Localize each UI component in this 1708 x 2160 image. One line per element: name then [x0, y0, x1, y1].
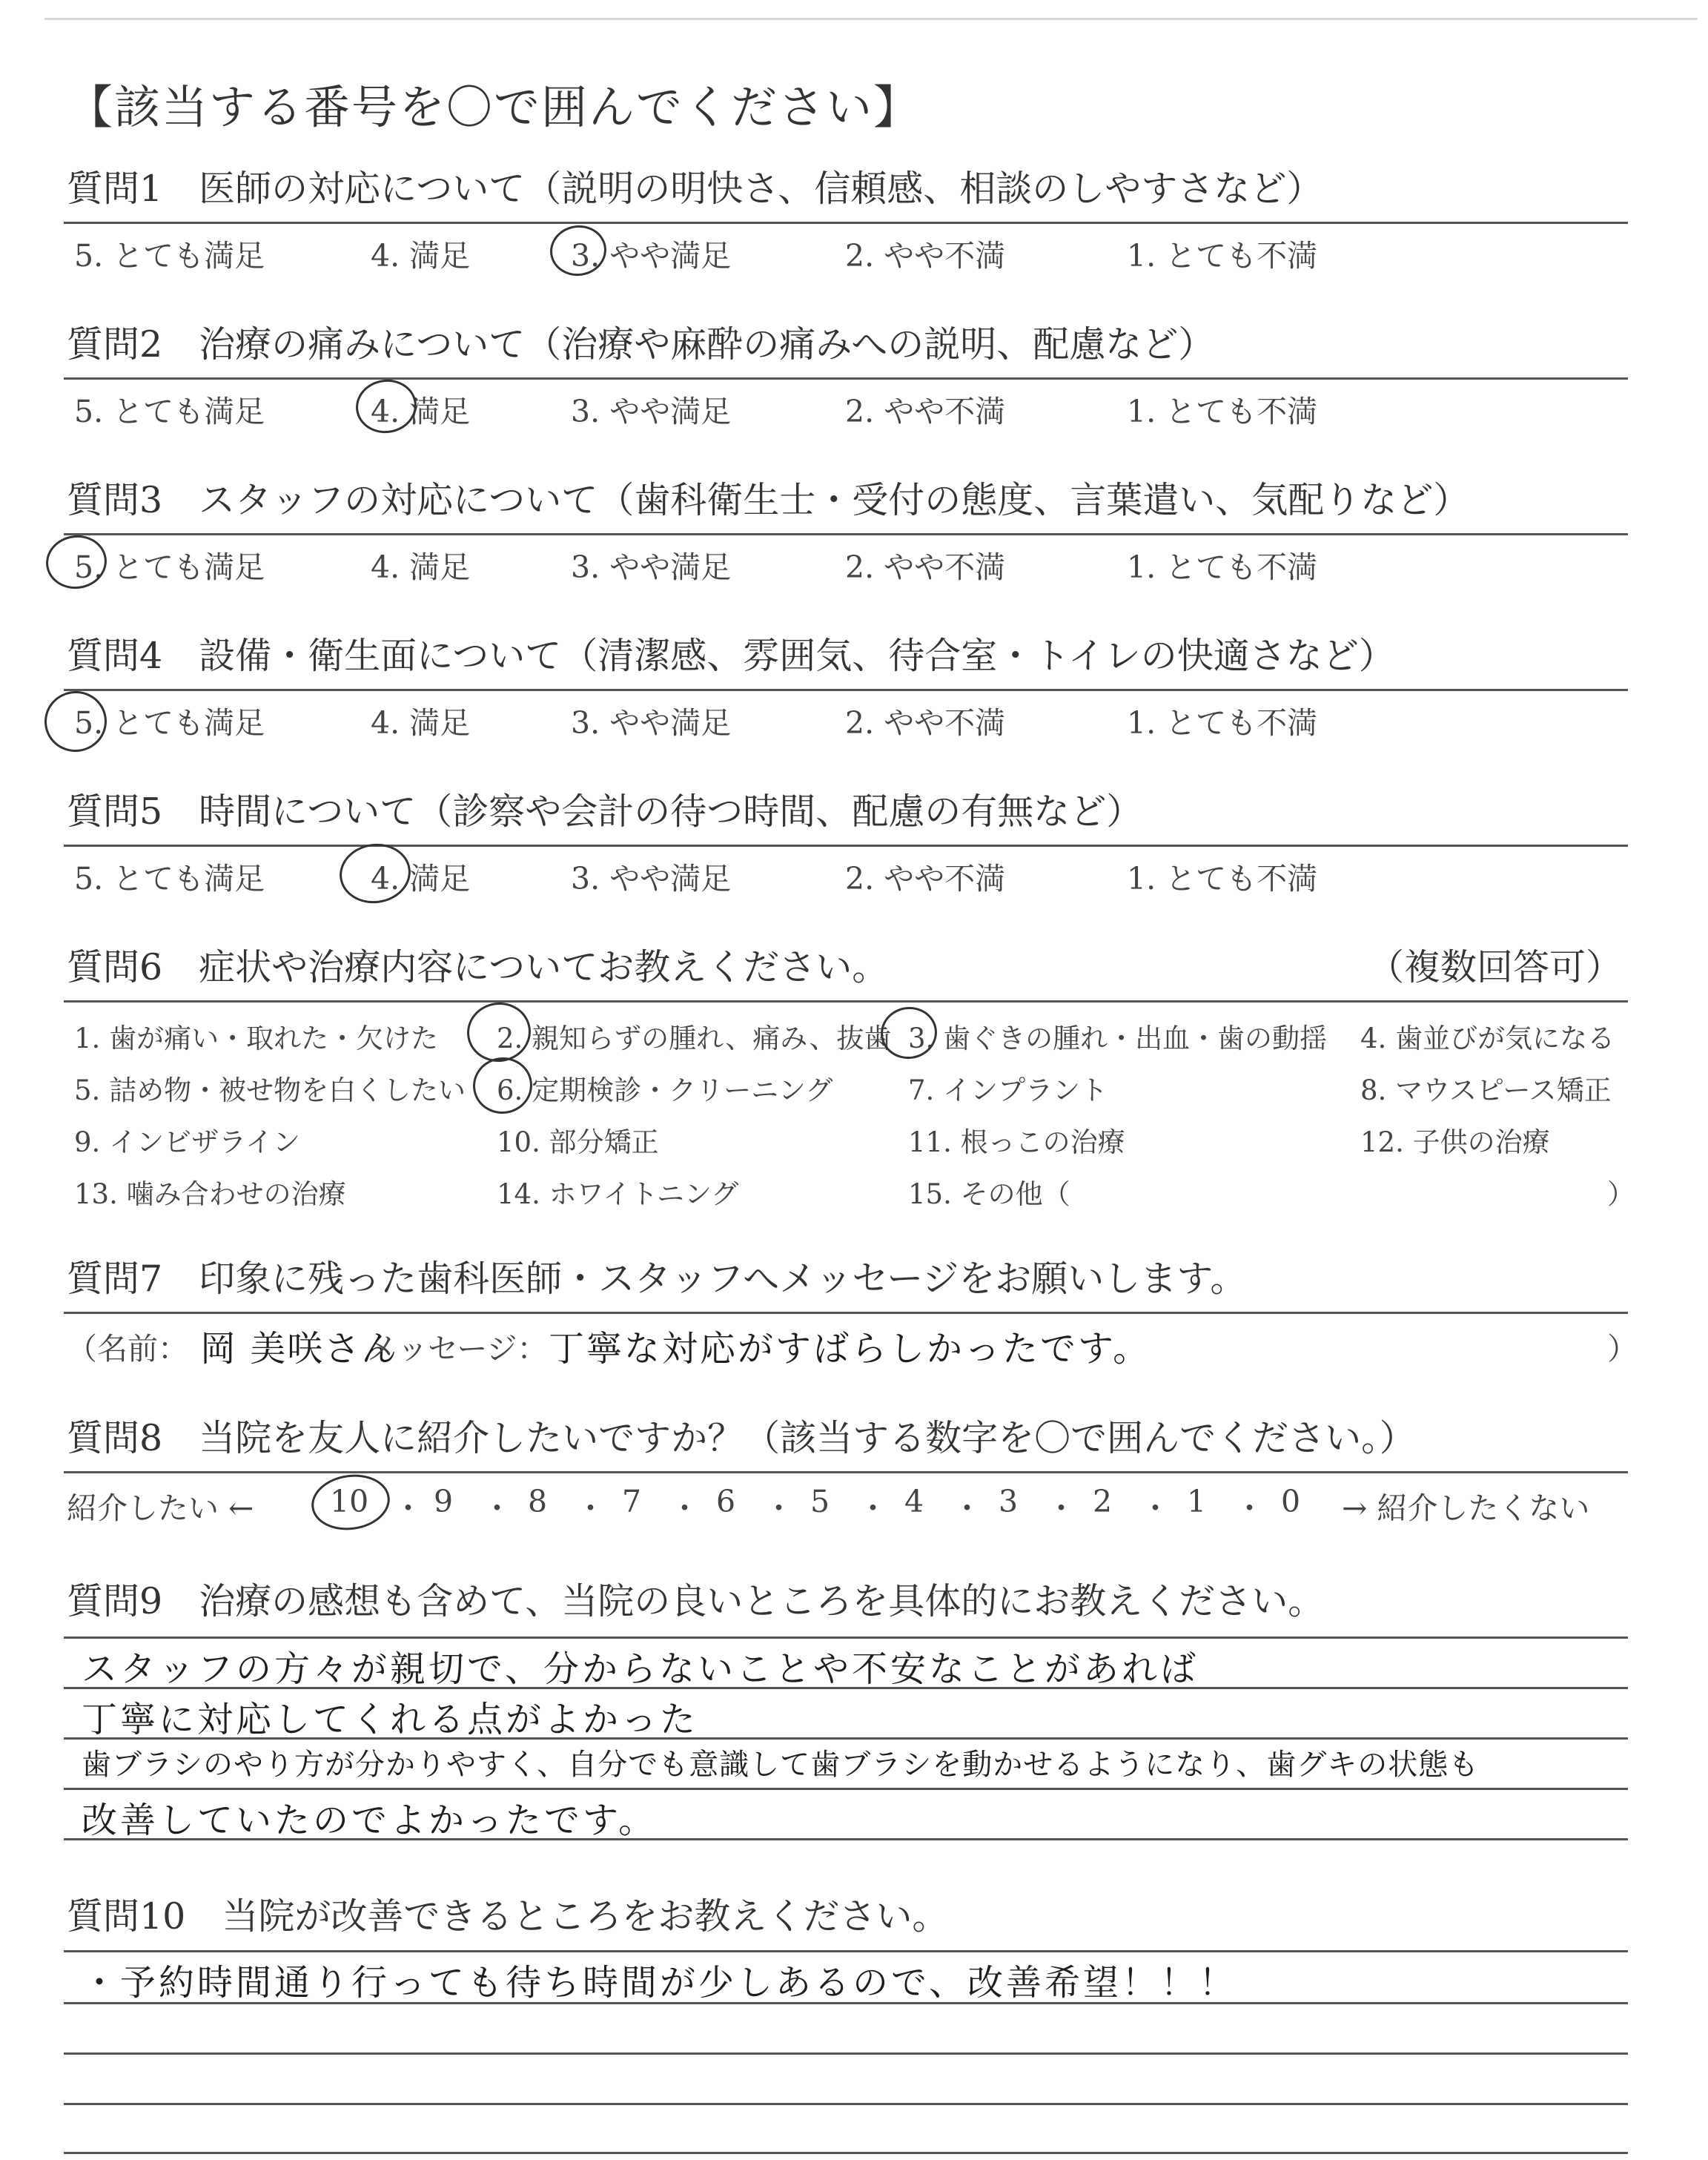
- question-6-rule: [64, 1000, 1628, 1003]
- q6-option-10[interactable]: 10. 部分矯正: [497, 1126, 659, 1158]
- option-4[interactable]: 4. 満足: [371, 549, 471, 585]
- question-9: [67, 1579, 1638, 1624]
- option-4[interactable]: 4. 満足: [371, 861, 471, 896]
- answer-line: [64, 2052, 1628, 2055]
- option-1[interactable]: 1. とても不満: [1127, 705, 1318, 741]
- option-5[interactable]: 5. とても満足: [74, 238, 265, 274]
- answer-line: [64, 1737, 1628, 1740]
- answer-line: [64, 1687, 1628, 1689]
- answer-line: [64, 2002, 1628, 2004]
- scale-0[interactable]: 0: [1281, 1484, 1301, 1519]
- answer-line: [64, 1838, 1628, 1840]
- scale-10[interactable]: 10: [330, 1484, 369, 1519]
- q6-option-8[interactable]: 8. マウスピース矯正: [1360, 1074, 1612, 1106]
- name-label: （名前：: [67, 1331, 188, 1367]
- question-2-title: 質問2 治療の痛みについて（治療や麻酔の痛みへの説明、配慮など）: [67, 323, 1215, 366]
- q6-option-1[interactable]: 1. 歯が痛い・取れた・欠けた: [74, 1023, 439, 1054]
- scale-9[interactable]: 9: [434, 1484, 454, 1519]
- option-2[interactable]: 2. やや不満: [845, 549, 1006, 585]
- scale-3[interactable]: 3: [999, 1484, 1019, 1519]
- question-8-title: 質問8 当院を友人に紹介したいですか？（該当する数字を〇で囲んでください。）: [67, 1417, 1416, 1459]
- question-8-rule: [64, 1471, 1628, 1473]
- question-7: [67, 1257, 1638, 1369]
- scale-left-label: 紹介したい ←: [67, 1490, 254, 1526]
- scale-4[interactable]: 4: [904, 1484, 924, 1519]
- answer-circle-mark: [41, 687, 111, 756]
- question-1-rule: [64, 222, 1628, 224]
- top-border: [44, 18, 1698, 20]
- q9-answer-line-3[interactable]: 歯ブラシのやり方が分かりやすく、自分でも意識して歯ブラシを動かせるようになり、歯グキの状態も: [82, 1748, 1480, 1782]
- q9-answer-line-2[interactable]: 丁寧に対応してくれる点がよかった: [82, 1699, 699, 1740]
- q6-option-6[interactable]: 6. 定期検診・クリーニング: [497, 1074, 833, 1106]
- option-2[interactable]: 2. やや不満: [845, 705, 1006, 741]
- answer-line: [64, 2103, 1628, 2105]
- q6-option-13[interactable]: 13. 噛み合わせの治療: [74, 1178, 346, 1210]
- answer-circle-mark: [308, 1470, 393, 1535]
- question-5-title: 質問5 時間について（診察や会計の待つ時間、配慮の有無など）: [67, 790, 1143, 833]
- question-3: [67, 478, 1638, 584]
- question-9-title: 質問9 治療の感想も含めて、当院の良いところを具体的にお教えください。: [67, 1580, 1325, 1622]
- question-3-options: [67, 543, 1638, 584]
- question-6-note: （複数回答可）: [1368, 946, 1623, 988]
- option-3[interactable]: 3. やや満足: [571, 394, 732, 429]
- option-5[interactable]: 5. とても満足: [74, 861, 265, 896]
- option-1[interactable]: 1. とても不満: [1127, 394, 1318, 429]
- q6-option-12[interactable]: 12. 子供の治療: [1360, 1126, 1550, 1158]
- q6-option-3[interactable]: 3. 歯ぐきの腫れ・出血・歯の動揺: [908, 1023, 1328, 1054]
- answer-line: [64, 1788, 1628, 1790]
- question-5-rule: [64, 845, 1628, 847]
- question-3-title: 質問3 スタッフの対応について（歯科衛生士・受付の態度、言葉遣い、気配りなど）: [67, 479, 1470, 521]
- question-8-scale: 紹介したい ← 10 ・ 9 ・ 8 ・ 7 ・ 6 ・ 5 ・ 4 ・ 3 ・ 2 ・ 1 ・ 0 → 紹介したくない: [67, 1484, 1638, 1528]
- question-6-options: [67, 1016, 1638, 1231]
- option-5[interactable]: 5. とても満足: [74, 394, 265, 429]
- question-4: [67, 634, 1638, 740]
- question-8: [67, 1416, 1638, 1528]
- question-4-rule: [64, 689, 1628, 691]
- question-6-title: 質問6 症状や治療内容についてお教えください。: [67, 946, 889, 988]
- answer-circle-mark: [469, 1054, 536, 1117]
- question-6-title-row: [67, 945, 1638, 990]
- message-label: メッセージ：: [367, 1331, 548, 1367]
- q6-option-7[interactable]: 7. インプラント: [908, 1074, 1108, 1106]
- answer-line: [64, 2152, 1628, 2154]
- option-2[interactable]: 2. やや不満: [845, 238, 1006, 274]
- option-5[interactable]: 5. とても満足: [74, 549, 265, 585]
- option-3[interactable]: 3. やや満足: [571, 549, 732, 585]
- scale-5[interactable]: 5: [810, 1484, 830, 1519]
- question-1: [67, 167, 1638, 273]
- question-5-options: [67, 854, 1638, 896]
- q9-answer-line-4[interactable]: 改善していたのでよかったです。: [82, 1800, 658, 1841]
- option-1[interactable]: 1. とても不満: [1127, 238, 1318, 274]
- option-2[interactable]: 2. やや不満: [845, 861, 1006, 896]
- option-3[interactable]: 3. やや満足: [571, 861, 732, 896]
- question-4-title: 質問4 設備・衛生面について（清潔感、雰囲気、待合室・トイレの快適さなど）: [67, 635, 1395, 677]
- close-paren: ）: [1607, 1331, 1638, 1367]
- question-7-answer-row: [67, 1324, 1638, 1369]
- question-1-title: 質問1 医師の対応について（説明の明快さ、信頼感、相談のしやすさなど）: [67, 168, 1323, 210]
- scale-1[interactable]: 1: [1187, 1484, 1207, 1519]
- q10-answer-line-1[interactable]: ・予約時間通り行っても待ち時間が少しあるので、改善希望！！！: [82, 1962, 1238, 2004]
- option-4[interactable]: 4. 満足: [371, 705, 471, 741]
- question-3-rule: [64, 533, 1628, 535]
- q6-option-9[interactable]: 9. インビザライン: [74, 1126, 300, 1158]
- question-7-rule: [64, 1312, 1628, 1314]
- question-2: [67, 323, 1638, 429]
- option-4[interactable]: 4. 満足: [371, 238, 471, 274]
- question-1-options: [67, 231, 1638, 273]
- option-3[interactable]: 3. やや満足: [571, 705, 732, 741]
- scale-7[interactable]: 7: [622, 1484, 642, 1519]
- scale-right-label: → 紹介したくない: [1342, 1490, 1590, 1526]
- scale-6[interactable]: 6: [716, 1484, 736, 1519]
- q6-option-11[interactable]: 11. 根っこの治療: [908, 1126, 1125, 1158]
- answer-line: [64, 1636, 1628, 1639]
- question-2-rule: [64, 377, 1628, 380]
- scale-2[interactable]: 2: [1093, 1484, 1113, 1519]
- name-value[interactable]: 岡 美咲さん: [200, 1328, 399, 1370]
- q6-option-2[interactable]: 2. 親知らずの腫れ、痛み、抜歯: [497, 1023, 892, 1054]
- question-10-title: 質問10 当院が改善できるところをお教えください。: [67, 1895, 949, 1938]
- question-4-options: [67, 698, 1638, 740]
- option-2[interactable]: 2. やや不満: [845, 394, 1006, 429]
- q6-option-5[interactable]: 5. 詰め物・被せ物を白くしたい: [74, 1074, 466, 1106]
- question-10: [67, 1895, 1638, 1939]
- question-6: [67, 945, 1638, 1231]
- scale-8[interactable]: 8: [528, 1484, 548, 1519]
- q9-answer-line-1[interactable]: スタッフの方々が親切で、分からないことや不安なことがあれば: [82, 1648, 1199, 1690]
- q6-option-15-close: ）: [1607, 1178, 1635, 1210]
- q6-option-15[interactable]: 15. その他（: [908, 1178, 1070, 1210]
- message-value[interactable]: 丁寧な対応がすばらしかったです。: [549, 1328, 1151, 1370]
- question-2-options: [67, 387, 1638, 429]
- q6-option-14[interactable]: 14. ホワイトニング: [497, 1178, 739, 1210]
- option-3[interactable]: 3. やや満足: [571, 238, 732, 274]
- question-7-title: 質問7 印象に残った歯科医師・スタッフへメッセージをお願いします。: [67, 1258, 1247, 1300]
- option-1[interactable]: 1. とても不満: [1127, 549, 1318, 585]
- option-5[interactable]: 5. とても満足: [74, 705, 265, 741]
- answer-line: [64, 1950, 1628, 1952]
- question-5: [67, 790, 1638, 896]
- option-4[interactable]: 4. 満足: [371, 394, 471, 429]
- option-1[interactable]: 1. とても不満: [1127, 861, 1318, 896]
- q6-option-4[interactable]: 4. 歯並びが気になる: [1360, 1023, 1615, 1054]
- instruction-header: 【該当する番号を〇で囲んでください】: [67, 80, 921, 134]
